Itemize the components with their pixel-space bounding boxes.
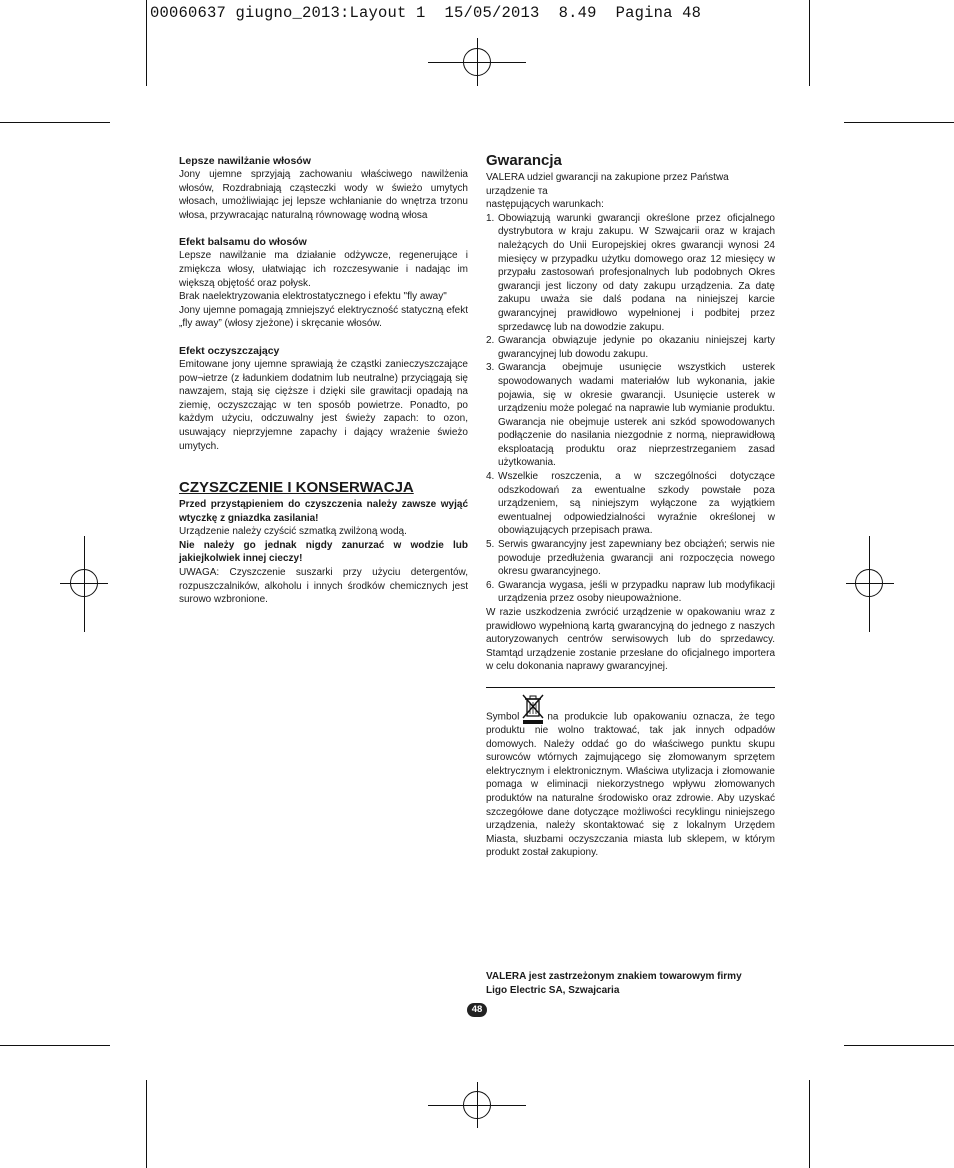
warning-text: Nie należy go jednak nigdy zanurzać w wodzie lub jakiejkolwiek innej cieczy! bbox=[179, 539, 468, 565]
warranty-conditions-list bbox=[486, 212, 775, 606]
section-text: Urządzenie należy czyścić szmatką zwilżoną wodą. bbox=[179, 526, 407, 538]
warranty-intro: następujących warunkach: bbox=[486, 199, 604, 211]
list-item: 3. Gwarancja obejmuje usunięcie wszystkich usterek spowodowanych wadami materiałów lub wykonania, jakie pojawia, się w okresie gwarancji. Usunięcie usterek w urządzeniu może polegać na naprawie lub wymianie produktu. Gwarancja nie obejmuje usterek ani szkód spowodowanych podłączenie do nasilania niezgodnie z normą, nieprawidłową eksploatacją produktu oraz nieprzestrzeganiem zasad użytkowania. bbox=[486, 362, 775, 469]
warning-text: Przed przystąpieniem do czyszczenia należy zawsze wyjąć wtyczkę z gniazdka zasilania! bbox=[179, 499, 468, 524]
section-text: UWAGA: Czyszczenie suszarki przy użyciu detergentów, rozpuszczalników, alkoholu i innych środków chemicznych jest surowo wzbronione. bbox=[179, 567, 468, 606]
warranty-intro: VALERA udziel gwarancji na zakupione przez Państwa urządzenie та bbox=[486, 172, 729, 197]
trademark-note bbox=[486, 970, 786, 998]
list-item: 2. Gwarancja obwiązuje jedynie po okazaniu niniejszej karty gwarancyjnej lub dowodu zakupu. bbox=[486, 335, 775, 360]
symbol-word: Symbol bbox=[486, 711, 520, 723]
left-column bbox=[179, 154, 468, 607]
section-text: Emitowane jony ujemne sprawiają że cząstki zanieczyszczające pow¬ietrze (z ładunkiem dodatnim lub neutralne) przyciągają się nawzajem, stają się cięższe i dzięki sile grawitacji opadają na ziemię, oczyszczając w ten sposób powietrze. Ponadto, po każdym użyciu, odczuwalny jest świeży zapach: to ozon, usuwający nieprzyjemne zapachy i dający wrażenie świeżo umytych. bbox=[179, 358, 468, 452]
section-heading: Efekt balsamu do włosów bbox=[179, 236, 307, 249]
section-text: Jony ujemne pomagają zmniejszyć elektryczność statyczną efekt „fly away” (włosy zjeżone) i skręcanie włosów. bbox=[179, 304, 468, 330]
warranty-heading: Gwarancja bbox=[486, 152, 562, 169]
right-column bbox=[486, 152, 775, 860]
divider bbox=[486, 687, 775, 688]
symbol-text: na produkcie lub opakowaniu oznacza, że tego produktu nie wolno traktować, tak jak innych odpadów domowych. Należy oddać go do właściwego punktu skupu surowców wtórnych zajmującego się złomowanym sprzętem elektrycznym i elektronicznym. Właściwa utylizacja i złomowanie pomaga w eliminacji niekorzystnego wpływu złomowanych produktów na naturalne środowisko oraz zdrowie. Aby uzyskać szczegółowe dane dotyczące możliwości recyklingu niniejszego urządzenia, należy skontaktować się z lokalnym Urzędem Miasta, słuzbami oczyszczania miasta lub sklepem, w którym produkt został zakupiony. bbox=[486, 711, 775, 859]
trademark-line: VALERA jest zastrzeżonym znakiem towarowym firmy bbox=[486, 971, 742, 982]
symbol-paragraph bbox=[486, 694, 775, 860]
section-text: Jony ujemne sprzyjają zachowaniu właściwego nawilżenia włosów, Rozdrabniają cząsteczki wody w świeżo umytych włosach, umożliwiając jej lepsze wchłanianie do wnętrza trzonu włosa, przywracając naturalną równowagę wodną włosa bbox=[179, 169, 468, 221]
cleaning-heading: CZYSZCZENIE I KONSERWACJA bbox=[179, 479, 414, 497]
section-text: Lepsze nawilżanie ma działanie odżywcze, regenerujące i zmiękcza włosy, ułatwiając ich rozczesywanie i nadając im większą objętość oraz połysk. bbox=[179, 250, 468, 289]
section-heading: Lepsze nawilżanie włosów bbox=[179, 155, 311, 167]
list-item: 1. Obowiązują warunki gwarancji określone przez oficjalnego dystrybutora w kraju zakupu. W Szwajcarii oraz w krajach należących do Unii Europejskiej okres gwarancji wynosi 24 miesięcy w przypadku użytku domowego oraz 12 miesięcy w przypału zastosowań profesjonalnych lub podobnych Okres gwarancji jest liczony od daty zakupu urządzenia. Za datę zakupu uważa sie dalś podana na niniejszej karcie gwarancyjnej prawidłowo wypełnionej i podbitej przez sprzedawcę lub na dowodzie zakupu. bbox=[486, 212, 775, 333]
damage-text: W razie uszkodzenia zwrócić urządzenie w opakowaniu wraz z prawidłowo wypełnioną kartą gwarancyjną do jednego z naszych autoryzowanych centrów serwisowych lub do sprzedawcy. Stamtąd urządzenie zostanie przesłane do oficjalnego importera w celu dokonania naprawy gwarancyjnej. bbox=[486, 607, 775, 673]
list-item: 4. Wszelkie roszczenia, a w szczególności dotyczące odszkodowań za ewentualne szkody powstałe poza urządzeniem, są niniejszym wyłączone za wyjątkiem ewentualnej odpowiedzialności wyraźnie określonej w obowiązujących przepisach prawa. bbox=[486, 471, 775, 537]
list-item: 6. Gwarancja wygasa, jeśli w przypadku napraw lub modyfikacji urządzenia przez osoby nieupoważnione. bbox=[486, 579, 775, 605]
page-number: 48 bbox=[467, 1003, 487, 1017]
section-text: Brak naelektryzowania elektrostatycznego i efektu "fly away" bbox=[179, 291, 447, 303]
section-heading: Efekt oczyszczający bbox=[179, 344, 280, 357]
trademark-line: Ligo Electric SA, Szwajcaria bbox=[486, 985, 620, 996]
weee-crossed-bin-icon bbox=[521, 694, 545, 724]
print-slug: 00060637 giugno_2013:Layout 1 15/05/2013 8.49 Pagina 48 bbox=[150, 4, 702, 22]
list-item: 5. Serwis gwarancyjny jest zapewniany bez obciążeń; serwis nie powoduje przedłużenia gwarancji ani rozpoczęcia nowego okresu gwarancyjnego. bbox=[486, 539, 775, 578]
